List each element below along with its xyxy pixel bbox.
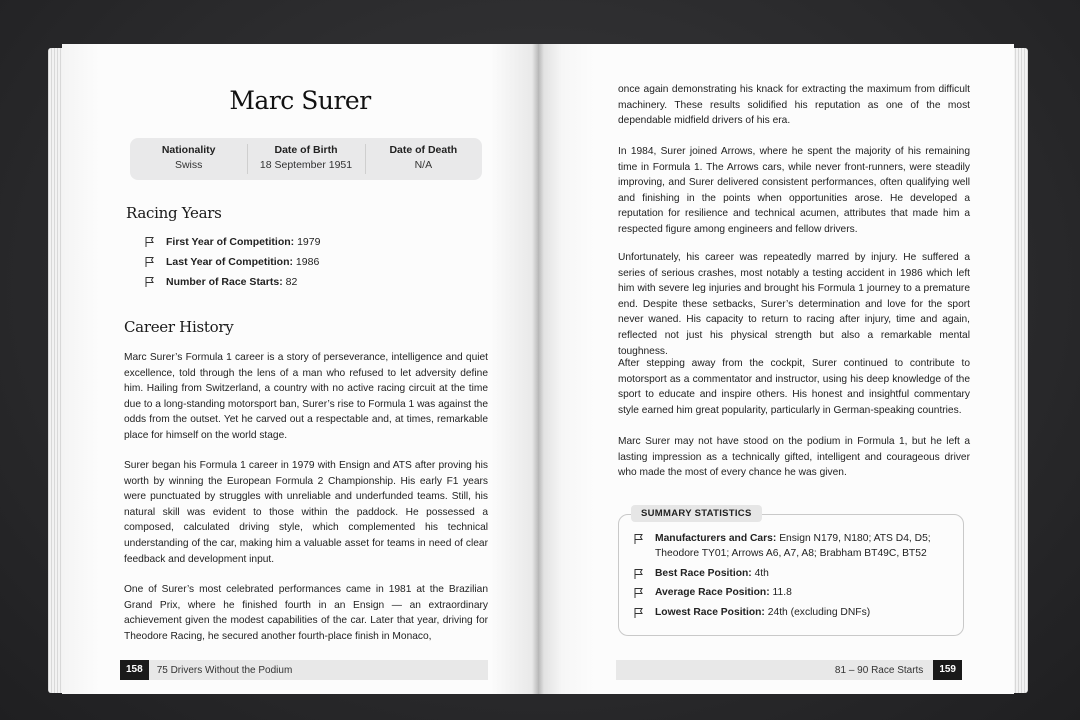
summary-heading: SUMMARY STATISTICS <box>631 505 762 522</box>
item-label: Lowest Race Position: <box>655 606 765 618</box>
open-book <box>48 38 1028 698</box>
info-label: Nationality <box>161 144 216 156</box>
body-paragraph: In 1984, Surer joined Arrows, where he spent the majority of his remaining time in Formula 1. The Arrows cars, while never front-runners, were steadily improving, and Surer delivered consistent performances, often qualifying well and finishing in the points when opportunities arose. He developed a reputation for resilience and technical acumen, attributes that made him a respected figure among engineers and fellow drivers. <box>618 146 970 235</box>
flag-icon <box>144 276 158 288</box>
info-label: Date of Death <box>389 144 458 156</box>
summary-statistics-box <box>618 508 964 636</box>
body-paragraph: One of Surer’s most celebrated performances came in 1981 at the Brazilian Grand Prix, where he finished fourth in an Ensign — an extraordinary achievement given the modest capabilities of the car. Later that year, driving for Theodore Racing, he secured another fourth-place finish in Monaco, <box>124 584 488 642</box>
page-footer <box>616 660 962 680</box>
racing-years-list <box>144 232 320 292</box>
running-footer-text: 81 – 90 Race Starts <box>834 664 924 676</box>
book-gutter-shadow <box>532 44 544 694</box>
body-paragraph: After stepping away from the cockpit, Surer continued to contribute to motorsport as a commentator and instructor, using his deep knowledge of the sport to educate and inspire others. His honest and insightful commentary style earned him great popularity, particularly in German-speaking countries. <box>618 358 970 416</box>
item-value: 1979 <box>297 236 321 248</box>
item-label: Last Year of Competition: <box>166 256 293 268</box>
info-value: 18 September 1951 <box>259 159 353 171</box>
flag-icon <box>144 236 158 248</box>
page-number: 159 <box>933 660 962 680</box>
page-footer <box>120 660 488 680</box>
item-value: 24th (excluding DNFs) <box>767 606 871 618</box>
body-paragraph: Marc Surer may not have stood on the podium in Formula 1, but he left a lasting impression as a technically gifted, intelligent and courageous driver who made the most of every chance he was given. <box>618 436 970 479</box>
flag-icon <box>633 587 647 599</box>
item-value: Ensign N179, N180; ATS D4, D5; Theodore TY01; Arrows A6, A7, A8; Brabham BT49C, BT52 <box>655 533 931 560</box>
list-item <box>633 531 953 562</box>
item-value: 1986 <box>295 256 320 268</box>
info-nationality <box>130 138 247 180</box>
left-page <box>62 44 538 694</box>
body-paragraph: Marc Surer’s Formula 1 career is a story of perseverance, intelligence and quiet excellence, told through the lens of a man who refused to let adversity define him. Hailing from Switzerland, a country with no active racing circuit at the time due to a long-standing motorsport ban, Surer’s rise to Formula 1 was against the odds from the outset. Yet he carved out a respectable and, at times, remarkable place for himself on the world stage. <box>124 352 488 441</box>
item-label: First Year of Competition: <box>166 236 295 248</box>
item-label: Number of Race Starts: <box>166 276 283 288</box>
flag-icon <box>144 256 158 268</box>
info-value: Swiss <box>174 159 203 171</box>
page-number: 158 <box>120 660 149 680</box>
info-label: Date of Birth <box>274 144 338 156</box>
body-paragraph: Surer began his Formula 1 career in 1979 with Ensign and ATS after proving his worth by winning the European Formula 2 Championship. His early F1 years were punctuated by struggles with unreliable and underfunded teams. Still, his natural skill was evident to those within the paddock. He possessed a composed, calculated driving style, which complemented his technical understanding of the car, making him a valuable asset for teams in need of clear feedback and development input. <box>124 460 488 565</box>
info-date-of-birth <box>247 138 364 180</box>
racing-years-heading: Racing Years <box>126 204 222 222</box>
driver-info-box <box>130 138 482 180</box>
body-paragraph: once again demonstrating his knack for extracting the maximum from difficult machinery. These results solidified his reputation as one of the most dependable midfield drivers of his era. <box>618 84 970 127</box>
career-history-heading: Career History <box>124 318 234 336</box>
info-value: N/A <box>414 159 433 171</box>
running-footer-text: 75 Drivers Without the Podium <box>156 664 293 676</box>
body-paragraph: Unfortunately, his career was repeatedly marred by injury. He suffered a series of serious crashes, most notably a testing accident in 1986 which left him with severe leg injuries and brought his Formula 1 journey to a premature end. Despite these setbacks, Surer’s determination and love for the sport never waned. His capacity to return to racing after injury, time and again, reflected not just his physical strength but also a remarkable mental toughness. <box>618 252 970 357</box>
page-title: Marc Surer <box>229 86 371 115</box>
flag-icon <box>633 533 647 545</box>
flag-icon <box>633 607 647 619</box>
summary-list <box>633 531 953 624</box>
list-item <box>633 566 953 581</box>
list-item <box>144 272 320 292</box>
item-value: 82 <box>285 276 298 288</box>
item-value: 4th <box>754 567 769 579</box>
flag-icon <box>633 568 647 580</box>
item-value: 11.8 <box>772 587 792 599</box>
item-label: Manufacturers and Cars: <box>655 533 777 544</box>
info-date-of-death <box>365 138 482 180</box>
list-item <box>144 252 320 272</box>
list-item <box>633 585 953 600</box>
right-page <box>538 44 1014 694</box>
list-item <box>144 232 320 252</box>
item-label: Average Race Position: <box>655 587 770 599</box>
list-item <box>633 605 953 620</box>
item-label: Best Race Position: <box>655 567 752 579</box>
